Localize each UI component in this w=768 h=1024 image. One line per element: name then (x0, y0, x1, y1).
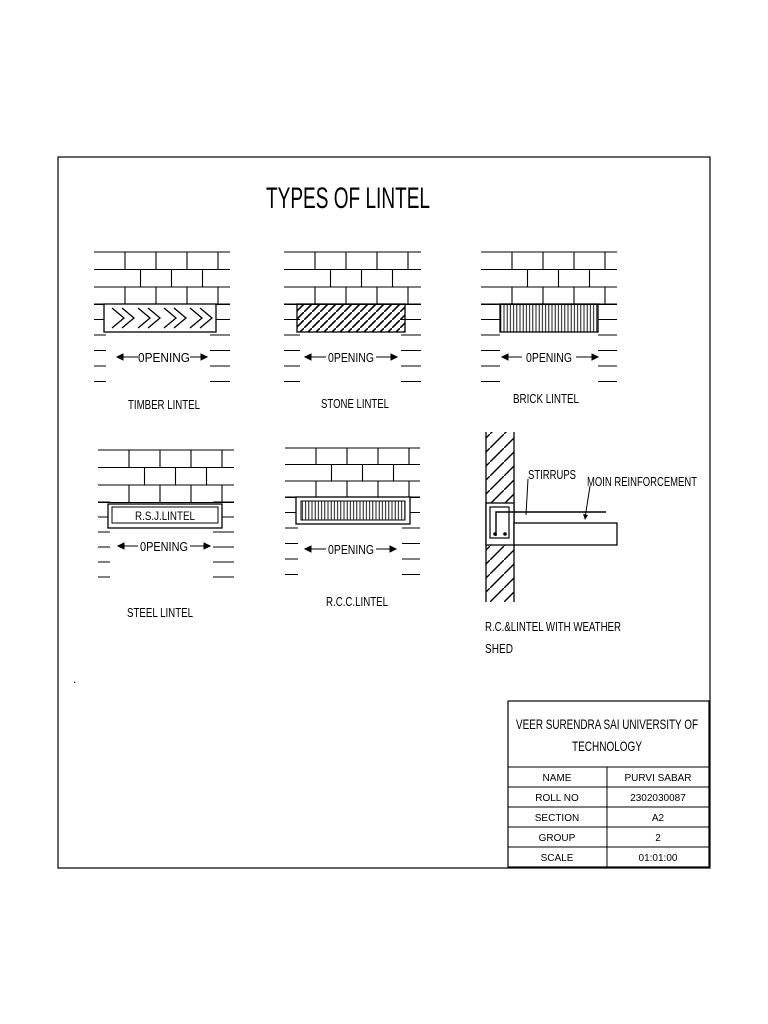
title-block-value: 01:01:00 (638, 853, 678, 864)
title-block-label: SECTION (534, 813, 580, 824)
title-block-value: 2 (655, 833, 661, 844)
brick-wall (285, 448, 420, 498)
stone-lintel-label: STONE LINTEL (321, 396, 389, 411)
opening-label: 0PENING (328, 350, 374, 365)
rsj-lintel-label: R.S.J.LINTEL (135, 509, 196, 523)
title-block-label: GROUP (538, 833, 576, 844)
stray-mark: . (73, 672, 77, 686)
weather-shed-label-line2: SHED (485, 641, 513, 656)
opening-label: 0PENING (140, 539, 188, 554)
stirrups-label: STIRRUPS (528, 467, 577, 482)
brick-wall (94, 252, 230, 305)
weather-shed-label-line1: R.C.&LINTEL WITH WEATHER (485, 619, 621, 634)
brick-lintel-drawing (481, 252, 617, 406)
opening-label: 0PENING (328, 542, 374, 557)
title-block-value: PURVI SABAR (624, 773, 692, 784)
weather-shed-drawing (485, 432, 697, 656)
opening-label: 0PENING (526, 350, 572, 365)
brick-lintel-label: BRICK LINTEL (513, 391, 579, 406)
title-block-label: SCALE (540, 853, 574, 864)
steel-lintel-drawing (98, 450, 234, 620)
brick-pier-right (598, 304, 617, 382)
title-block-label: NAME (542, 773, 572, 784)
rcc-lintel-drawing (285, 448, 420, 609)
brick-lintel-beam (500, 304, 598, 332)
title-block-value: 2302030087 (630, 793, 686, 804)
stone-lintel-beam (297, 304, 405, 332)
brick-wall (481, 252, 617, 305)
opening-label: 0PENING (138, 350, 190, 365)
rcc-lintel-label: R.C.C.LINTEL (326, 594, 388, 609)
stone-lintel-drawing (284, 252, 421, 411)
university-name-line2: TECHNOLOGY (572, 738, 643, 754)
brick-wall (98, 450, 234, 503)
drawing-title: TYPES OF LINTEL (266, 182, 430, 215)
title-block-label: ROLL NO (535, 793, 579, 804)
timber-lintel-drawing (94, 252, 230, 412)
title-block-value: A2 (651, 813, 665, 824)
steel-lintel-label: STEEL LINTEL (127, 605, 193, 620)
rcc-lintel-reinforcement (301, 501, 405, 520)
brick-wall (284, 252, 421, 305)
weather-shed-slab (514, 523, 617, 545)
title-block (508, 701, 709, 867)
timber-lintel-label: TIMBER LINTEL (128, 397, 200, 412)
brick-pier-left (481, 304, 500, 382)
university-name-line1: VEER SURENDRA SAI UNIVERSITY OF (516, 716, 698, 732)
main-reinforcement-label: MOIN REINFORCEMENT (587, 474, 698, 489)
